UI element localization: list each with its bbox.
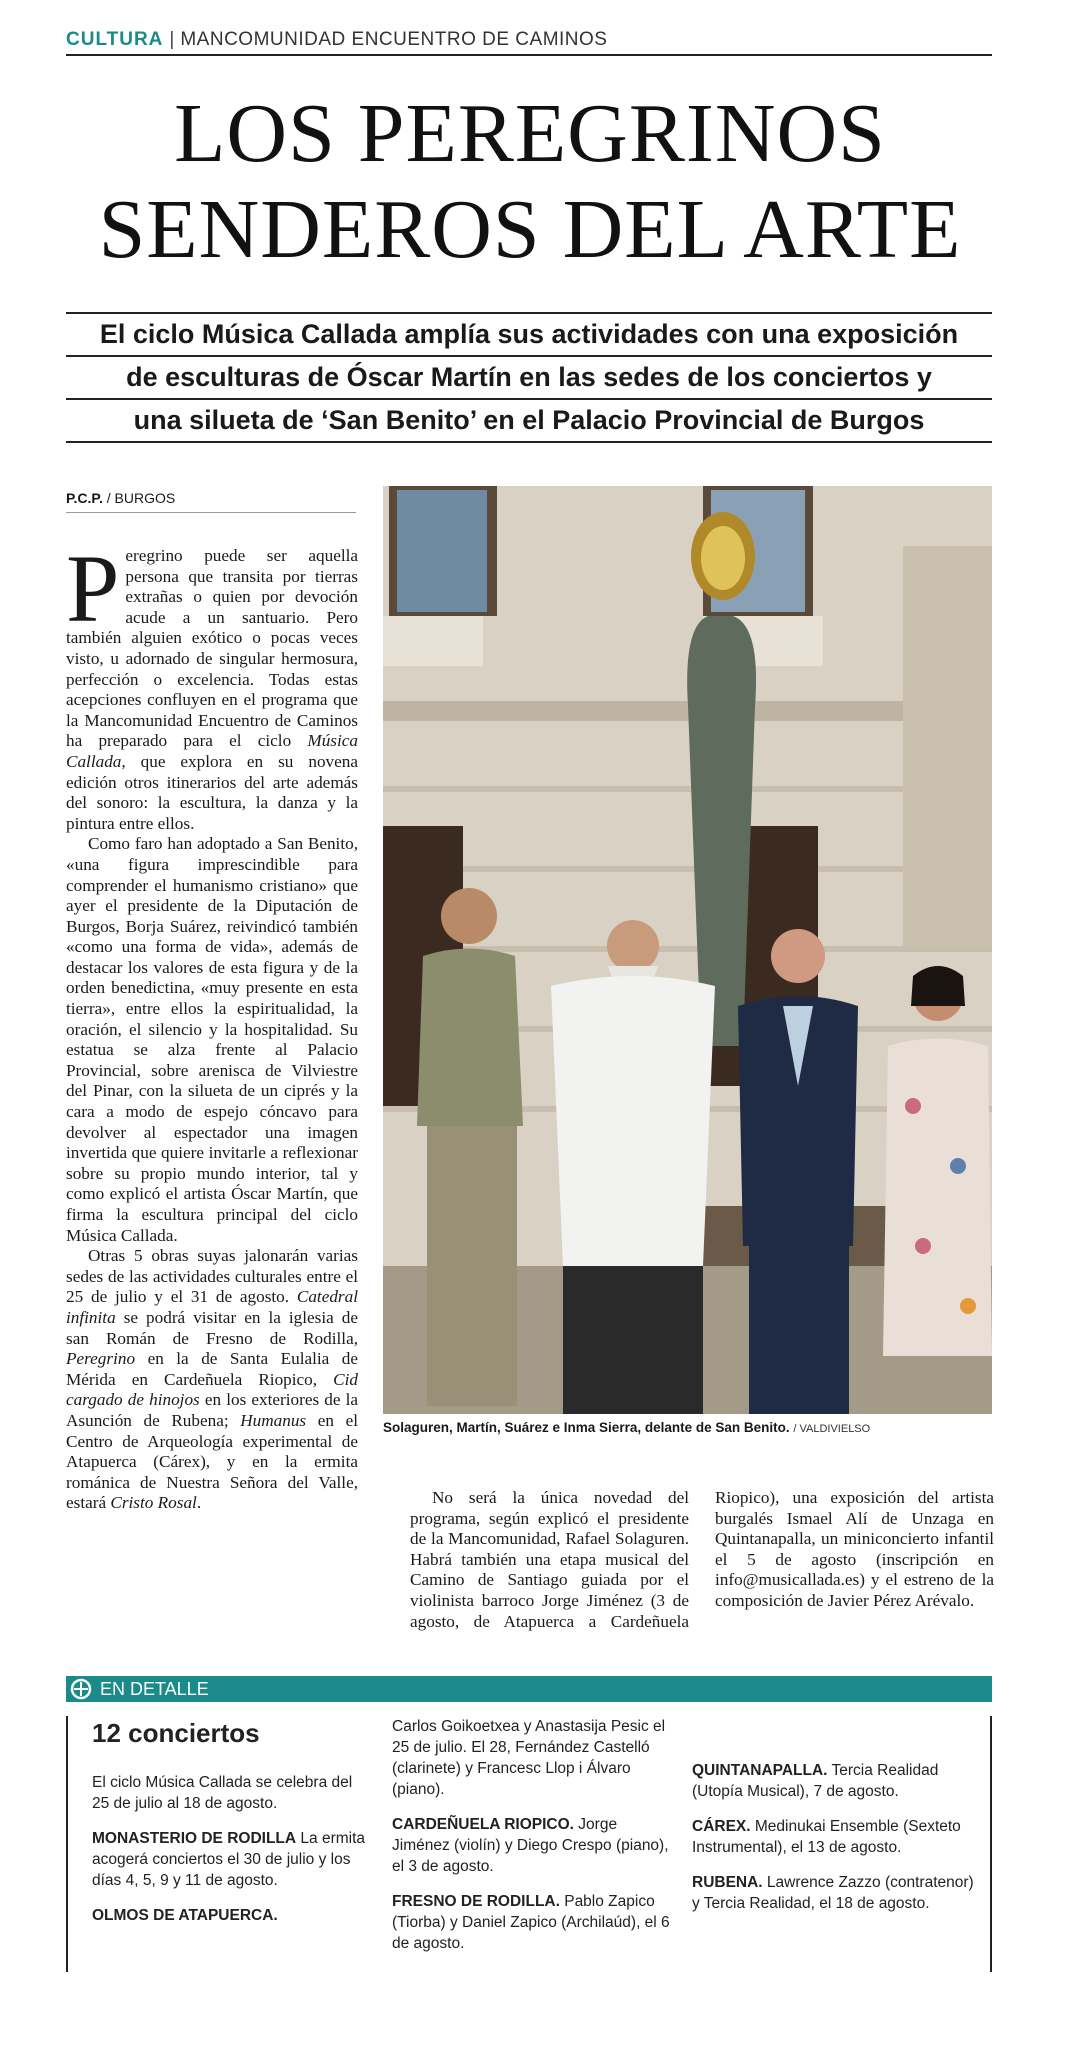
paragraph-4: No será la única novedad del programa, según explicó el presidente de la Mancomunidad, Rafael Solaguren. Habrá también una etapa musical del Camino de Santiago guiada por el violinista barroco Jorge Jiménez (3 de agosto, de Atapuerca a Cardeñuela Riopico), una exposición del artista burgalés Ismael Alí de Unzaga en Quintanapalla, un miniconcierto infantil el 5 de agosto (inscripción en info@musicallada.es) y el estreno de la composición de Javier Pérez Arévalo.: [410, 1488, 994, 1631]
detail-item: RUBENA. Lawrence Zazzo (contratenor) y Tercia Realidad, el 18 de agosto.: [692, 1874, 974, 1912]
byline-location: / BURGOS: [106, 490, 176, 506]
subtitle: [66, 312, 992, 443]
byline: [66, 490, 356, 513]
detail-item: MONASTERIO DE RODILLA La ermita acogerá conciertos el 30 de julio y los días 4, 5, 9 y 11 de agosto.: [92, 1830, 366, 1889]
drop-cap: P: [66, 535, 120, 642]
subtitle-line-2: de esculturas de Óscar Martín en las sedes de los conciertos y: [66, 355, 992, 398]
article-column-left: [66, 535, 359, 1514]
detail-bar: [66, 1676, 992, 1702]
pilgrim-shell-icon: [70, 1678, 92, 1700]
detail-item: CARDEÑUELA RIOPICO. Jorge Jiménez (violín) y Diego Crespo (piano), el 3 de agosto.: [392, 1816, 669, 1875]
detail-column-3: [692, 1760, 974, 1928]
section-label: CULTURA: [66, 29, 164, 50]
photo-illustration: [383, 486, 992, 1414]
detail-intro: El ciclo Música Callada se celebra del 25 de julio al 18 de agosto.: [92, 1774, 353, 1812]
subtitle-line-1: El ciclo Música Callada amplía sus actividades con una exposición: [66, 312, 992, 355]
detail-title: 12 conciertos: [92, 1718, 260, 1748]
detail-box-right-rule: [990, 1716, 992, 1972]
section-header: [66, 28, 992, 56]
header-separator: |: [169, 29, 175, 50]
detail-item: QUINTANAPALLA. Tercia Realidad (Utopía Musical), 7 de agosto.: [692, 1762, 939, 1800]
photo-credit: / VALDIVIELSO: [793, 1423, 871, 1435]
detail-item: OLMOS DE ATAPUERCA.: [92, 1907, 278, 1924]
detail-box-left-rule: [66, 1716, 68, 1972]
paragraph-3: Otras 5 obras suyas jalonarán varias sedes de las actividades culturales entre el 25 de julio y el 31 de agosto. Catedral infinita se podrá visitar en la iglesia de san Román de Fresno de Rodilla, Peregrino en la de Santa Eulalia de Mérida en Cardeñuela Riopico, Cid cargado de hinojos en los exteriores de la Asunción de Rubena; Humanus en el Centro de Arqueología experimental de Atapuerca (Cárex), y en la ermita románica de Nuestra Señora del Valle, estará Cristo Rosal.: [66, 1246, 359, 1513]
detail-column-1: [92, 1716, 372, 1940]
subsection-label: MANCOMUNIDAD ENCUENTRO DE CAMINOS: [180, 29, 608, 50]
detail-item: FRESNO DE RODILLA. Pablo Zapico (Tiorba) y Daniel Zapico (Archilaúd), el 6 de agosto.: [392, 1893, 670, 1952]
article-photo: [383, 486, 992, 1414]
article-columns-bottom: [410, 1488, 994, 1632]
detail-column-2: [392, 1716, 672, 1968]
caption-text: Solaguren, Martín, Suárez e Inma Sierra, delante de San Benito.: [383, 1420, 790, 1435]
headline-line-2: SENDEROS DEL ARTE: [98, 183, 962, 276]
detail-item: Carlos Goikoetxea y Anastasija Pesic el 25 de julio. El 28, Fernández Castelló (clarinete) y Francesc Llop i Álvaro (piano).: [392, 1718, 666, 1798]
subtitle-line-3: una silueta de ‘San Benito’ en el Palacio Provincial de Burgos: [66, 398, 992, 443]
detail-bar-label: EN DETALLE: [100, 1679, 209, 1699]
detail-item: CÁREX. Medinukai Ensemble (Sexteto Instrumental), el 13 de agosto.: [692, 1818, 961, 1856]
byline-author: P.C.P.: [66, 490, 103, 506]
photo-caption: [383, 1420, 993, 1435]
paragraph-2: Como faro han adoptado a San Benito, «una figura imprescindible para comprender el humanismo cristiano» que ayer el presidente de la Diputación de Burgos, Borja Suárez, reivindicó también «como una forma de vida», además de destacar los valores de esta figura y de la orden benedictina, «muy presente en esta tierra», entre ellos la espiritualidad, la oración, el silencio y la hospitalidad. Su estatua se alza frente al Palacio Provincial, sobre arenisca de Vilviestre del Pinar, con la silueta de un ciprés y la cara a modo de espejo cóncavo para devolver al espectador una imagen invertida que quiere invitarle a reflexionar sobre su propio mundo interior, tal y como explicó el artista Óscar Martín, que firma la escultura principal del ciclo Música Callada.: [66, 834, 358, 1245]
headline-line-1: LOS PEREGRINOS: [174, 87, 886, 180]
paragraph-1: Peregrino puede ser aquella persona que transita por tierras extrañas o quien por devoción acude a un santuario. Pero también alguien exótico o pocas veces visto, u adornado de singular hermosura, perfección o excelencia. Todas estas acepciones confluyen en el programa que la Mancomunidad Encuentro de Caminos ha preparado para el ciclo Música Callada, que explora en su novena edición otros itinerarios del arte además del sonoro: la escultura, la danza y la pintura entre ellos.: [66, 535, 358, 833]
